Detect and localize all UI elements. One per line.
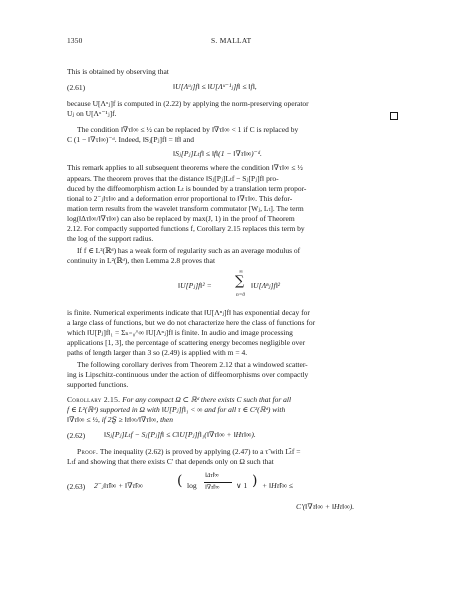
text-line: Uⱼ on U[Λᵘ⁻¹ⱼ]f. bbox=[67, 109, 117, 118]
equation-sum-left: ‖U[Pⱼ]f‖² = bbox=[178, 281, 212, 290]
text-line: log(‖Δτ‖∞/‖∇τ‖∞) can also be replaced by max(J, 1) in the proof of Theorem bbox=[67, 214, 295, 223]
text-line: 2.12. For compactly supported functions f, Corollary 2.15 replaces this term by bbox=[67, 224, 305, 233]
qed-box bbox=[390, 112, 398, 120]
equation-2-61: ‖U[Λᵘⱼ]f‖ ≤ ‖U[Λᵘ⁻¹ⱼ]f‖ ≤ ‖f‖, bbox=[173, 82, 257, 91]
sum-lower-limit: n=0 bbox=[236, 292, 246, 298]
right-paren: ) bbox=[252, 473, 258, 489]
summation-sign: ∑ bbox=[235, 274, 245, 289]
text-line: C (1 − ‖∇τ‖∞)⁻ᵈ. Indeed, ‖Sⱼ[Pⱼ]f‖ = ‖f‖ and bbox=[67, 135, 195, 144]
equation-number: (2.61) bbox=[67, 83, 86, 92]
text-line: supported functions. bbox=[67, 380, 129, 389]
proof-label: Proof. bbox=[77, 447, 99, 456]
text-line: The following corollary derives from Theorem 2.12 that a windowed scatter- bbox=[77, 360, 308, 369]
text-line: f ∈ L²(ℝᵈ) supported in Ω with ‖U[Pⱼ]f‖₁ < ∞ and for all τ ∈ C²(ℝᵈ) with bbox=[67, 405, 286, 414]
sum-upper-limit: ∞ bbox=[239, 269, 243, 275]
equation-number: (2.63) bbox=[67, 482, 86, 491]
corollary-label: Corollary 2.15. bbox=[67, 395, 121, 404]
equation-2-62: ‖Sⱼ[Pⱼ]Lₜf − Sⱼ[Pⱼ]f‖ ≤ C‖U[Pⱼ]f‖₁(‖∇τ‖∞ + ‖Hτ‖∞). bbox=[104, 430, 256, 439]
fraction-denominator: ‖∇τ̃‖∞ bbox=[205, 484, 220, 491]
equation-sum-right: ‖U[Λⁿⱼ]f‖² bbox=[251, 281, 281, 290]
equation-2-63-log: log bbox=[187, 481, 197, 490]
equation-number: (2.62) bbox=[67, 431, 86, 440]
text-line: ing is Lipschitz-continuous under the action of diffeomorphisms over compactly bbox=[67, 370, 309, 379]
equation-2-63-part-b: ∨ 1 bbox=[236, 481, 248, 490]
equation-2-63-part-c: + ‖Hτ̃‖∞ ≤ bbox=[262, 481, 293, 490]
equation-2-63-part-d: C′(‖∇τ‖∞ + ‖Hτ‖∞). bbox=[296, 502, 355, 511]
text-line: because U[Λᵘⱼ]f is computed in (2.22) by applying the norm-preserving operator bbox=[67, 99, 309, 108]
page-number: 1350 bbox=[67, 36, 83, 45]
text-line: paths of length larger than 3 so (2.49) is applied with m = 4. bbox=[67, 348, 248, 357]
text-line: This is obtained by observing that bbox=[67, 67, 169, 76]
text-line: applications [1, 3], the percentage of scattering energy becomes negligible over bbox=[67, 338, 306, 347]
equation-bound: ‖Sⱼ[Pⱼ]Lₜf‖ ≤ ‖f‖(1 − ‖∇τ‖∞)⁻ᵈ. bbox=[173, 149, 262, 158]
text-line: tional to 2⁻ⱼ‖τ‖∞ and a deformation error proportional to ‖∇τ‖∞. This defor- bbox=[67, 194, 293, 203]
text-line: is finite. Numerical experiments indicate that ‖U[Λⁿⱼ]f‖ has exponential decay for bbox=[67, 308, 310, 317]
left-paren: ( bbox=[177, 473, 183, 489]
text-line: the log of the support radius. bbox=[67, 234, 154, 243]
text-line: The condition ‖∇τ‖∞ ≤ ½ can be replaced by ‖∇τ‖∞ < 1 if C is replaced by bbox=[77, 125, 299, 134]
text-line: which ‖U[Pⱼ]f‖₁ = Σₙ₌₀^∞ ‖U[Λⁿⱼ]f‖ is finite. In audio and image processing bbox=[67, 328, 293, 337]
proof-text: The inequality (2.62) is proved by applying (2.47) to a τ̃ with Lₜ̃f = bbox=[98, 447, 301, 456]
fraction-bar bbox=[204, 482, 232, 483]
proof-line bbox=[77, 447, 397, 458]
running-head: S. MALLAT bbox=[211, 36, 252, 45]
text-line: a large class of functions, but we do not characterize here the class of functions for bbox=[67, 318, 316, 327]
text-line: continuity in L²(ℝᵈ), then Lemma 2.8 proves that bbox=[67, 256, 216, 265]
text-line: appears. The theorem proves that the distance ‖Sⱼ[Pⱼ]Lₜf − Sⱼ[Pⱼ]f‖ pro- bbox=[67, 174, 279, 183]
text-line: duced by the diffeomorphism action Lₜ is bounded by a translation term propor- bbox=[67, 184, 307, 193]
text-line: ‖∇τ‖∞ ≤ ½, if 2Ȿ ≥ ‖τ‖∞/‖∇τ‖∞, then bbox=[67, 415, 173, 424]
text-line: This remark applies to all subsequent theorems where the condition ‖∇τ‖∞ ≤ ½ bbox=[67, 163, 303, 172]
text-line: mation term results from the wavelet transform commutator [Wⱼ, Lₜ]. The term bbox=[67, 204, 304, 213]
equation-2-63-part-a: 2⁻ⱼ‖τ̃‖∞ + ‖∇τ̃‖∞ bbox=[94, 481, 143, 490]
fraction-numerator: ‖Δτ̃‖∞ bbox=[205, 472, 219, 479]
text-line: If f ∈ L²(ℝᵈ) has a weak form of regularity such as an average modulus of bbox=[77, 246, 301, 255]
text-line: Lₜf and showing that there exists C′ that depends only on Ω such that bbox=[67, 457, 274, 466]
corollary-text: For any compact Ω ⊂ ℝᵈ there exists C such that for all bbox=[120, 395, 292, 404]
corollary-line bbox=[67, 395, 397, 406]
